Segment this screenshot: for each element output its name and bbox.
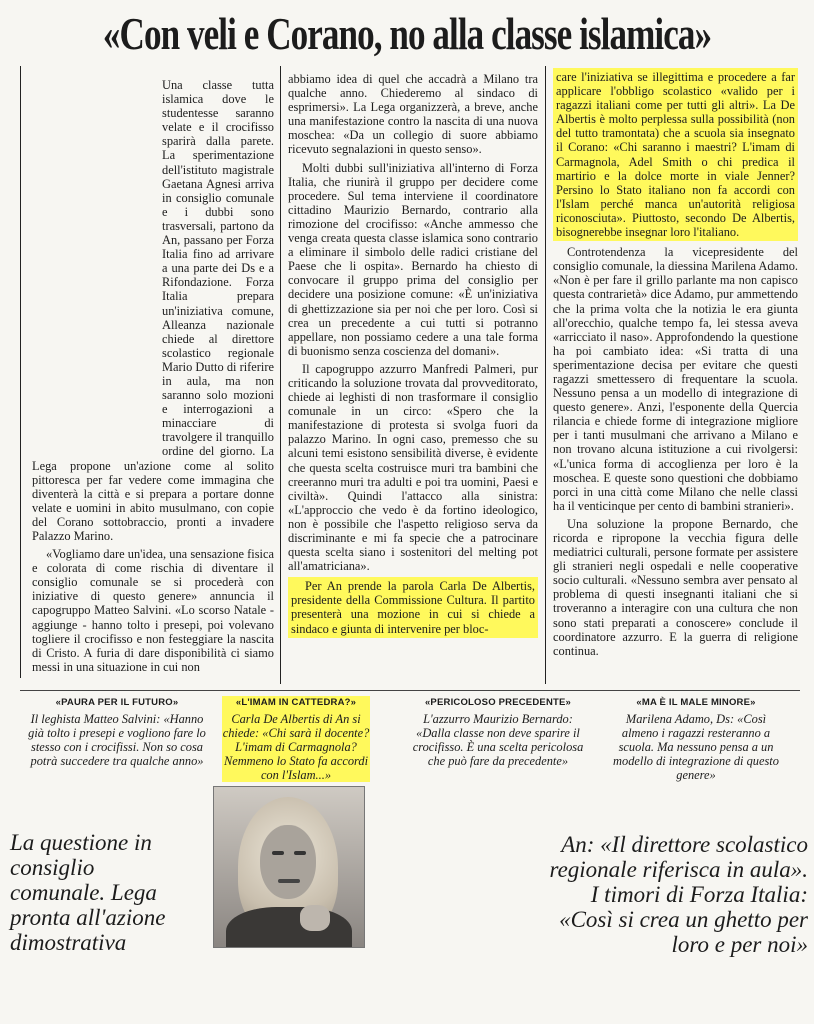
- pull-quote-text: Marilena Adamo, Ds: «Così almeno i ragazzi resteranno a scuola. Ma nessuno pensa a un modello di integrazione di questo genere»: [613, 712, 779, 782]
- article-column-2: [288, 72, 538, 686]
- article-paragraph: Il capogruppo azzurro Manfredi Palmeri, pur criticando la soluzione trovata dal provveditorato, chiede ai leghisti di non trasformare il consiglio comunale in un circo: «Spero che la manifestazione di protesta si svolga fuori da palazzo Marino. In ogni caso, premesso che su alcuni temi esistono sensibilità diverse, è evidente che questa scelta costruisce muri tra bambini che creeranno muri tra adulti e poi tra uomini, Paesi e civiltà». Quindi l'attacco alla sinistra: «L'approccio che vedo è da fortino ideologico, non è possibile che l'aspetto religioso serva da discriminante e mi fa specie che a patrocinare questa scelta siano i sostenitori del melting pot all'amatriciana».: [288, 361, 538, 574]
- article-column-3: [553, 68, 798, 688]
- photo-body: [226, 907, 352, 948]
- pull-quote-text: Carla De Albertis di An si chiede: «Chi sarà il docente? L'imam di Carmagnola? Nemmeno lo Stato fa accordi con l'Islam...»: [222, 712, 370, 782]
- article-paragraph: Molti dubbi sull'iniziativa all'interno di Forza Italia, che riunirà il gruppo per decidere come procedere. Sul tema interviene il coordinatore cittadino Maurizio Bernardo, contrario alla rimozione del crocifisso: «Anche ammesso che venga creata questa classe islamica sono contrario a eliminare il simbolo delle radici cristiane del Paese che li ospita». Bernardo ha chiesto di convocare il gruppo prima del consiglio per decidere una posizione comune: «È un'iniziativa di ghettizzazione sia per noi che per loro. Così si crea un precedente a cui tutti si potranno appellare, non possiamo cedere a una tale forma di buonismo senza coscienza del domani».: [288, 160, 538, 358]
- caption-right: An: «Il direttore scolastico regionale riferisca in aula». I timori di Forza Italia: «Così si crea un ghetto per loro e per noi»: [549, 832, 808, 957]
- pull-quote-text: Il leghista Matteo Salvini: «Hanno già tolto i presepi e vogliono fare lo stesso con i crocifissi. Non so cosa potrà succedere tra qualche anno»: [28, 712, 206, 768]
- pull-quote-text: L'azzurro Maurizio Bernardo: «Dalla classe non deve sparire il crocifisso. È una scelta pericolosa che può fare da precedente»: [412, 712, 584, 768]
- pull-quote-2: [222, 696, 370, 782]
- article-column-1: [32, 78, 274, 686]
- photo-face: [260, 825, 316, 899]
- article-paragraph: abbiamo idea di quel che accadrà a Milano tra qualche anno. Chiederemo al sindaco di esprimersi». La Lega organizzerà, a breve, anche una manifestazione contro la nascita di una nuova moschea: «Da un collegio di suore abbiamo ricevuto segnalazioni in questo senso».: [288, 72, 538, 157]
- pull-quote-1: [28, 696, 206, 768]
- pull-quote-title: «MA È IL MALE MINORE»: [636, 697, 756, 708]
- photo-mouth: [278, 879, 300, 883]
- pull-quote-3: [412, 696, 584, 768]
- article-paragraph: Una soluzione la propone Bernardo, che ricorda e ripropone la vecchia figura delle mediatrici culturali, persone formate per assistere gli stranieri negli ospedali e nelle cooperative socio culturali. «Nessuno sembra aver pensato al problema di questi insegnanti italiani che si troveranno a interagire con una cultura che non sono stati preparati a conoscere» conclude il coordinatore azzurro. E la guerra di religione continua.: [553, 516, 798, 658]
- photo-eye-left: [272, 851, 284, 855]
- highlighted-paragraph: Per An prende la parola Carla De Albertis, presidente della Commissione Cultura. Il partito presenterà una mozione in cui si chiede a sindaco e giunta di intervenire per bloc-: [288, 577, 538, 637]
- article-paragraph: Controtendenza la vicepresidente del consiglio comunale, la diessina Marilena Adamo. «Non è per fare il grillo parlante ma non capisco questa contrarietà» dice Adamo, pur ammettendo che la prima volta che la notizia le era giunta all'orecchio, qualche tempo fa, lei stessa aveva «arricciato il naso». Approfondendo la questione ha poi cambiato idea: «Si tratta di una sperimentazione decisa per evitare che questi ragazzi smettessero di frequentare la scuola. Nessuno pensa a un modello di integrazione di questo genere». Anzi, l'esponente della Quercia rilancia e chiede forme di integrazione migliore per i tanti musulmani che arrivano a Milano e non trovano alcuna istituzione a cui rivolgersi: «L'unica forma di accoglienza per loro è la moschea. E queste sono questioni che dobbiamo porci in una città come Milano che nelle classi ha il venticinque per cento di bambini stranieri».: [553, 245, 798, 513]
- pull-quote-title: «PERICOLOSO PRECEDENTE»: [424, 697, 572, 708]
- column-rule-left: [20, 66, 21, 678]
- column-1-image-gap: [32, 266, 162, 454]
- highlighted-paragraph: care l'iniziativa se illegittima e procedere a far applicare l'obbligo scolastico «valido per i ragazzi italiani come per tutti gli altri». La De Albertis è molto perplessa sulla possibilità (non del tutto tramontata) che a scuola sia insegnato il Corano: «Chi saranno i maestri? L'imam di Carmagnola, Adel Smith o chi predica il martirio e la dolce morte in viale Jenner? Persino lo Stato italiano non fa accordi con l'Islam perché manca un'autorità religiosa riconosciuta». Piuttosto, secondo De Albertis, bisognerebbe insegnar loro l'italiano.: [553, 68, 798, 241]
- pull-quote-4: [608, 696, 784, 782]
- pull-quote-title: «L'IMAM IN CATTEDRA?»: [235, 697, 357, 708]
- article-paragraph: «Vogliamo dare un'idea, una sensazione fisica e colorata di come rischia di diventare il consiglio comunale se si procederà con iniziative di questo genere» annuncia il capogruppo Matteo Salvini. «Lo scorso Natale - aggiunge - hanno tolto i presepi, poi volevano togliere il crocifisso e non festeggiare la nascita di Cristo. A furia di dare disponibilità ci siamo messi in una situazione in cui non: [32, 547, 274, 674]
- article-paragraph: Una classe tutta islamica dove le studentesse saranno velate e il crocifisso sparirà dalla parete. La sperimentazione dell'istituto magistrale Gaetana Agnesi arriva in consiglio comunale e i dubbi sono trasversali, partono da An, passano per Forza Italia fino ad arrivare a una parte dei Ds e a Rifondazione. Forza Italia prepara un'iniziativa comune, Alleanza nazionale chiede al direttore scolastico regionale Mario Dutto di riferire in aula, ma non saranno solo mozioni e interrogazioni a minacciare di travolgere il tranquillo ordine del giorno. La Lega propone un'azione come al solito pittoresca per far vedere come immagina che diventerà la città e si prepara a portare donne velate e uomini in abito musulmano, con copie del Corano sottobraccio, pronti a invadere Palazzo Marino.: [32, 78, 274, 543]
- column-rule-2: [545, 66, 546, 684]
- column-rule-1: [280, 66, 281, 684]
- photo-hand: [300, 905, 330, 931]
- headline: «Con veli e Corano, no alla classe islamica»: [102, 9, 712, 59]
- portrait-photo: [213, 786, 365, 948]
- quotes-separator: [20, 690, 800, 691]
- photo-eye-right: [294, 851, 306, 855]
- pull-quote-title: «PAURA PER IL FUTURO»: [55, 697, 179, 708]
- caption-left: La questione in consiglio comunale. Lega pronta all'azione dimostrativa: [10, 830, 166, 955]
